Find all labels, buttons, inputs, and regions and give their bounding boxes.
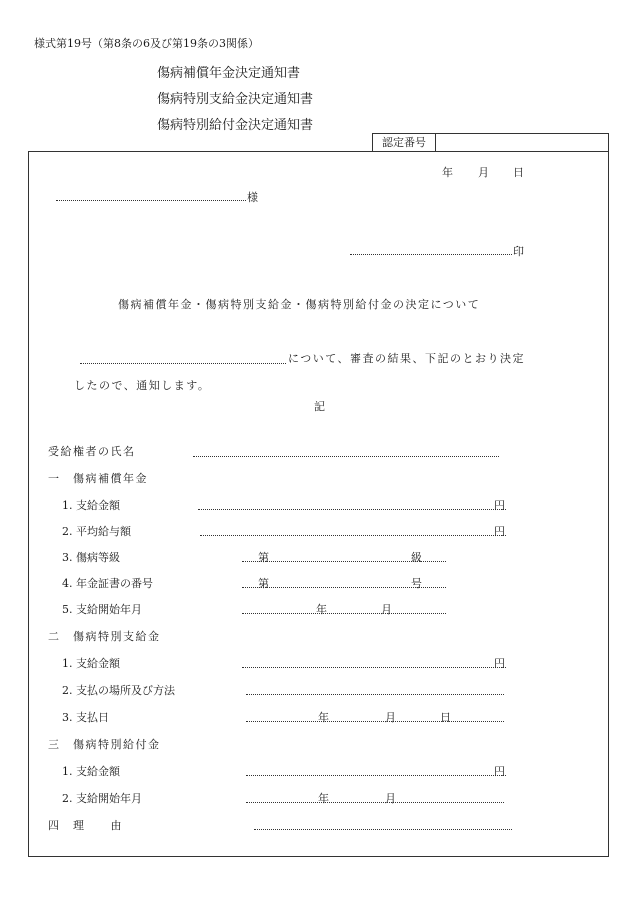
section1-item-grade: 3. 傷病等級 (62, 551, 120, 564)
section1-wage-line (200, 535, 506, 536)
section1-start-nen: 年 (316, 603, 327, 616)
subject-line: 傷病補償年金・傷病特別支給金・傷病特別給付金の決定について (118, 298, 481, 311)
certification-number-box (372, 133, 609, 152)
section1-amount-line (198, 509, 506, 510)
claim-line (80, 363, 286, 364)
section3-start-nen: 年 (318, 792, 329, 805)
section1-start-line (242, 613, 446, 614)
reason-line-2 (254, 856, 512, 857)
section1-certificate-dai: 第 (258, 577, 269, 590)
recipient-label: 受給権者の氏名 (48, 445, 136, 458)
title-pension: 傷病補償年金決定通知書 (157, 66, 301, 81)
title-special-payment: 傷病特別支給金決定通知書 (157, 92, 314, 107)
section3-heading: 三 傷病特別給付金 (48, 738, 161, 751)
section1-heading: 一 傷病補償年金 (48, 472, 148, 485)
body-line-1: について、審査の結果、下記のとおり決定 (288, 352, 526, 365)
section2-place-line (246, 694, 504, 695)
addressee-line (56, 200, 246, 201)
section3-amount-line (246, 775, 506, 776)
section3-item-amount: 1. 支給金額 (62, 765, 120, 778)
section2-heading: 二 傷病特別支給金 (48, 630, 161, 643)
section1-grade-kyu: 級 (411, 551, 422, 564)
seal-mark: 印 (513, 245, 524, 258)
certification-number-label: 認定番号 (373, 134, 436, 151)
section2-item-place-method: 2. 支払の場所及び方法 (62, 684, 175, 697)
title-special-benefit: 傷病特別給付金決定通知書 (157, 118, 314, 133)
section1-item-start: 5. 支給開始年月 (62, 603, 142, 616)
section3-item-start: 2. 支給開始年月 (62, 792, 142, 805)
section3-start-tsuki: 月 (385, 792, 396, 805)
body-line-2: したので、通知します。 (74, 379, 211, 392)
section2-amount-yen: 円 (494, 657, 505, 670)
section2-item-amount: 1. 支給金額 (62, 657, 120, 670)
section1-item-amount: 1. 支給金額 (62, 499, 120, 512)
section1-certificate-go: 号 (411, 577, 422, 590)
form-code: 様式第19号（第8条の6及び第19条の3関係） (34, 37, 259, 50)
section4-heading: 四 理 由 (48, 819, 123, 832)
section1-amount-yen: 円 (494, 499, 505, 512)
section2-date-tsuki: 月 (385, 711, 396, 724)
section2-date-line (246, 721, 504, 722)
section1-wage-yen: 円 (494, 525, 505, 538)
section2-date-hi: 日 (440, 711, 451, 724)
section1-item-certificate: 4. 年金証書の番号 (62, 577, 153, 590)
date-day: 日 (513, 166, 524, 179)
section2-item-pay-date: 3. 支払日 (62, 711, 109, 724)
section1-start-tsuki: 月 (381, 603, 392, 616)
section2-amount-line (242, 667, 506, 668)
issuer-line (350, 254, 512, 255)
date-month: 月 (478, 166, 489, 179)
section3-start-line (246, 802, 504, 803)
addressee-suffix: 様 (247, 191, 258, 204)
date-year: 年 (442, 166, 453, 179)
section1-item-average-wage: 2. 平均給与額 (62, 525, 131, 538)
recipient-line (193, 456, 499, 457)
section2-date-nen: 年 (318, 711, 329, 724)
ki-mark: 記 (314, 400, 325, 413)
section1-grade-dai: 第 (258, 551, 269, 564)
reason-line-1 (254, 829, 512, 830)
section3-amount-yen: 円 (494, 765, 505, 778)
